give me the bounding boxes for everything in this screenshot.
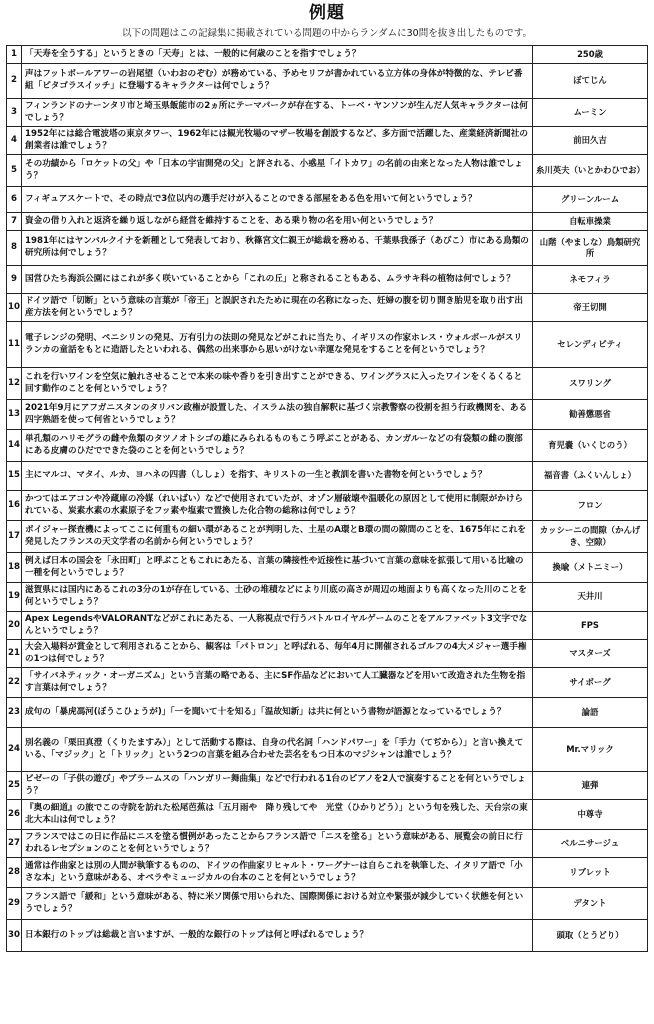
question-number: 17 [7,521,22,553]
question-text: 『奥の細道』の旅でこの寺院を訪れた松尾芭蕉は「五月雨や 降り残してや 光堂（ひかりどう）」という句を残した、天台宗の東北大本山は何でしょう？ [22,800,533,830]
answer-text: 勧善懲悪省 [533,400,648,430]
table-row [7,368,648,400]
answer-text: 糸川英夫（いとかわひでお） [533,155,648,187]
question-text: ボイジャー探査機によってここに何重もの細い環があることが判明した、土星のA環とB環の間の隙間のことを、1675年にこれを発見したフランスの天文学者の名前から何というでしょう？ [22,521,533,553]
answer-text: 頭取（とうどり） [533,920,648,952]
answer-text: マスターズ [533,640,648,668]
answer-text: 250歳 [533,46,648,64]
question-text: 2021年9月にアフガニスタンのタリバン政権が設置した、イスラム法の独自解釈に基づく宗教警察の役割を担う行政機関を、ある四字熟語を使って何省というでしょう？ [22,400,533,430]
answer-text: 育児嚢（いくじのう） [533,430,648,462]
question-text: 例えば日本の国会を「永田町」と呼ぶこともこれにあたる、言葉の隣接性や近接性に基づいて言葉の意味を拡張して用いる比喩の一種を何というでしょう？ [22,553,533,583]
answer-text: ぼてじん [533,64,648,99]
answer-text: 自転車操業 [533,213,648,231]
question-text: フランスではこの日に作品にニスを塗る慣例があったことからフランス語で「ニスを塗る」という意味がある、展覧会の前日に行われるレセプションのことを何というでしょう？ [22,830,533,858]
answer-text: セレンディピティ [533,322,648,368]
table-row [7,800,648,830]
answer-text: 帝王切開 [533,294,648,322]
question-text: 通常は作曲家とは別の人間が執筆するものの、ドイツの作曲家リヒャルト・ワーグナーは自らこれを執筆した、イタリア語で「小さな本」という意味がある、オペラやミュージカルの台本のことを何というでしょう？ [22,858,533,888]
question-text: 大会入場料が賞金として利用されることから、観客は「パトロン」と呼ばれる、毎年4月に開催されるゴルフの4大メジャー選手権の1つは何でしょう？ [22,640,533,668]
question-number: 27 [7,830,22,858]
table-row [7,99,648,127]
question-text: 「サイバネティック・オーガニズム」という言葉の略である、主にSF作品などにおいて人工臓器などを用いて改造された生物を指す言葉は何でしょう？ [22,668,533,698]
question-number: 6 [7,187,22,213]
answer-text: ムーミン [533,99,648,127]
question-number: 28 [7,858,22,888]
answer-text: 福音書（ふくいんしょ） [533,462,648,491]
table-row [7,322,648,368]
table-row [7,888,648,920]
quiz-table-body [7,46,648,952]
question-number: 12 [7,368,22,400]
table-row [7,728,648,772]
question-text: Apex LegendsやVALORANTなどがこれにあたる、一人称視点で行うバトルロイヤルゲームのことをアルファベット3文字でなんというでしょう？ [22,612,533,640]
question-number: 1 [7,46,22,64]
table-row [7,462,648,491]
table-row [7,213,648,231]
table-row [7,294,648,322]
question-number: 15 [7,462,22,491]
answer-text: ネモフィラ [533,266,648,294]
question-text: フィンランドのナーンタリ市と埼玉県飯能市の2ヵ所にテーマパークが存在する、トーベ・ヤンソンが生んだ人気キャラクターは何でしょう？ [22,99,533,127]
question-number: 22 [7,668,22,698]
answer-text: リブレット [533,858,648,888]
question-text: 「天寿を全うする」というときの「天寿」とは、一般的に何歳のことを指すでしょう？ [22,46,533,64]
question-number: 25 [7,772,22,800]
question-number: 4 [7,127,22,155]
table-row [7,521,648,553]
question-number: 8 [7,231,22,266]
question-number: 11 [7,322,22,368]
answer-text: FPS [533,612,648,640]
quiz-table [6,45,648,952]
answer-text: 山階（やましな）鳥類研究所 [533,231,648,266]
question-number: 14 [7,430,22,462]
table-row [7,155,648,187]
table-row [7,830,648,858]
page-title: 例題 [309,3,345,23]
question-number: 23 [7,698,22,728]
question-number: 13 [7,400,22,430]
question-number: 5 [7,155,22,187]
question-text: かつてはエアコンや冷蔵庫の冷媒（れいばい）などで使用されていたが、オゾン層破壊や温暖化の原因として使用に制限がかけられている、炭素水素の水素原子をフッ素や塩素で置換した化合物の総称は何でしょう？ [22,491,533,521]
question-text: 主にマルコ、マタイ、ルカ、ヨハネの四書（ししょ）を指す、キリストの一生と教訓を書いた書物を何というでしょう？ [22,462,533,491]
question-text: 電子レンジの発明、ペニシリンの発見、万有引力の法則の発見などがこれに当たり、イギリスの作家ホレス・ウォルポールがスリランカの童話をもとに造語したといわれる、偶然の出来事から思いがけない幸運な発見をすることを何というでしょう？ [22,322,533,368]
table-row [7,46,648,64]
table-row [7,553,648,583]
table-row [7,920,648,952]
table-row [7,187,648,213]
answer-text: デタント [533,888,648,920]
question-number: 9 [7,266,22,294]
table-row [7,231,648,266]
question-number: 19 [7,583,22,612]
question-text: ビゼーの「子供の遊び」やブラームスの「ハンガリー舞曲集」などで行われる1台のピアノを2人で演奏することを何というでしょう？ [22,772,533,800]
question-text: 滋賀県には国内にあるこれの3分の1が存在している、土砂の堆積などにより川底の高さが周辺の地面よりも高くなった川のことを何というでしょう？ [22,583,533,612]
answer-text: 前田久吉 [533,127,648,155]
table-row [7,430,648,462]
answer-text: サイボーグ [533,668,648,698]
answer-text: 換喩（メトニミー） [533,553,648,583]
answer-text: 連弾 [533,772,648,800]
question-text: その功績から「ロケットの父」や「日本の宇宙開発の父」と評される、小惑星「イトカワ」の名前の由来となった人物は誰でしょう？ [22,155,533,187]
answer-text: ベルニサージュ [533,830,648,858]
answer-text: グリーンルーム [533,187,648,213]
table-row [7,668,648,698]
question-number: 7 [7,213,22,231]
question-text: フィギュアスケートで、その時点で3位以内の選手だけが入ることのできる部屋をある色を用いて何というでしょう？ [22,187,533,213]
question-number: 16 [7,491,22,521]
question-text: 1952年には総合電波塔の東京タワー、1962年には観光牧場のマザー牧場を創設するなど、多方面で活躍した、産業経済新聞社の創業者は誰でしょう？ [22,127,533,155]
question-text: フランス語で「緩和」という意味がある、特に米ソ関係で用いられた、国際関係における対立や緊張が減少していく状態を何というでしょう？ [22,888,533,920]
answer-text: 天井川 [533,583,648,612]
table-row [7,612,648,640]
question-number: 3 [7,99,22,127]
answer-text: Mr.マリック [533,728,648,772]
question-number: 24 [7,728,22,772]
question-number: 2 [7,64,22,99]
question-text: 成句の「暴虎馮河(ぼうこひょうが)」「一を聞いて十を知る」「温故知新」は共に何という書物が語源となっているでしょう？ [22,698,533,728]
question-text: ドイツ語で「切断」という意味の言葉が「帝王」と誤訳されたために現在の名称になった、妊婦の腹を切り開き胎児を取り出す出産方法を何というでしょう？ [22,294,533,322]
question-text: 単孔類のハリモグラの雌や魚類のタツノオトシゴの雄にみられるものもこう呼ぶことがある、カンガルーなどの有袋類の雌の腹部にある皮膚のひだでできた袋のことを何というでしょう？ [22,430,533,462]
table-row [7,858,648,888]
table-row [7,583,648,612]
table-row [7,64,648,99]
question-text: これを行いワインを空気に触れさせることで本来の味や香りを引き出すことができる、ワイングラスに入ったワインをくるくると回す動作のことを何というでしょう？ [22,368,533,400]
question-text: 日本銀行のトップは総裁と言いますが、一般的な銀行のトップは何と呼ばれるでしょう？ [22,920,533,952]
table-row [7,266,648,294]
table-row [7,772,648,800]
question-text: 1981年にはヤンバルクイナを新種として発表しており、秋篠宮文仁親王が総裁を務める、千葉県我孫子（あびこ）市にある鳥類の研究所は何でしょう？ [22,231,533,266]
question-text: 資金の借り入れと返済を繰り返しながら経営を維持することを、ある乗り物の名を用い何というでしょう？ [22,213,533,231]
question-number: 21 [7,640,22,668]
question-number: 10 [7,294,22,322]
question-text: 別名義の「栗田真澄（くりたますみ）」として活動する際は、自身の代名詞「ハンドパワー」を「手力（てぢから）」と言い換えている、「マジック」と「トリック」という2つの言葉を組み合わせた芸名をもつ日本のマジシャンは誰でしょう？ [22,728,533,772]
question-number: 29 [7,888,22,920]
question-text: 国営ひたち海浜公園にはこれが多く咲いていることから「これの丘」と称されることもある、ムラサキ科の植物は何でしょう？ [22,266,533,294]
question-number: 26 [7,800,22,830]
table-row [7,640,648,668]
answer-text: スワリング [533,368,648,400]
answer-text: フロン [533,491,648,521]
question-number: 18 [7,553,22,583]
question-text: 声はフットボールアワーの岩尾望（いわおのぞむ）が務めている、予めセリフが書かれている立方体の身体が特徴的な、テレビ番組「ピタゴラスイッチ」に登場するキャラクターは何でしょう？ [22,64,533,99]
answer-text: 中尊寺 [533,800,648,830]
table-row [7,127,648,155]
table-row [7,698,648,728]
answer-text: 論語 [533,698,648,728]
answer-text: カッシーニの間隙（かんげき、空隙） [533,521,648,553]
table-row [7,400,648,430]
table-row [7,491,648,521]
page-subtitle: 以下の問題はこの記録集に掲載されている問題の中からランダムに30問を抜き出したものです。 [122,28,532,39]
question-number: 30 [7,920,22,952]
question-number: 20 [7,612,22,640]
